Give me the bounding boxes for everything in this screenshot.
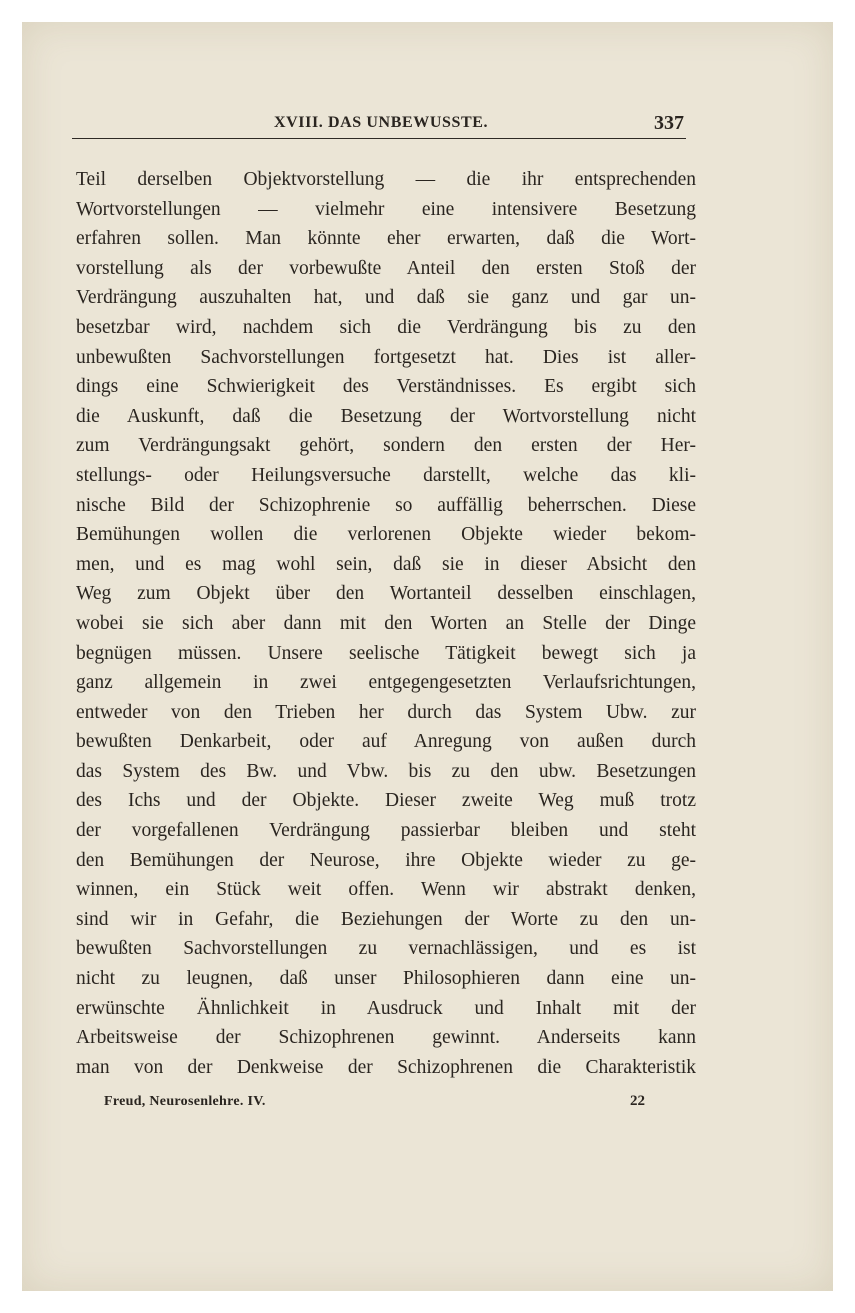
body-text xyxy=(76,165,696,1082)
text-line-1: Teil derselben Objektvorstellung — die ihr entsprechenden xyxy=(76,169,696,190)
footer-source: Freud, Neurosenlehre. IV. xyxy=(104,1094,266,1109)
text-line-14: men, und es mag wohl sein, daß sie in dieser Absicht den xyxy=(76,553,696,575)
text-line-4: vorstellung als der vorbewußte Anteil den ersten Stoß der xyxy=(76,257,696,279)
signature-mark: 22 xyxy=(630,1093,645,1109)
page-number: 337 xyxy=(654,112,684,134)
text-line-19: entweder von den Trieben her durch das System Ubw. zur xyxy=(76,701,696,723)
text-line-24: den Bemühungen der Neurose, ihre Objekte wieder zu ge- xyxy=(76,849,696,871)
text-line-31: man von der Denkweise der Schizophrenen die Charakteristik xyxy=(76,1056,696,1078)
text-line-15: Weg zum Objekt über den Wortanteil desselben einschlagen, xyxy=(76,583,696,605)
text-line-6: besetzbar wird, nachdem sich die Verdrängung bis zu den xyxy=(76,316,696,338)
text-line-5: Verdrängung auszuhalten hat, und daß sie ganz und gar un- xyxy=(76,287,696,309)
text-line-10: zum Verdrängungsakt gehört, sondern den ersten der Her- xyxy=(76,435,696,457)
text-line-16: wobei sie sich aber dann mit den Worten an Stelle der Dinge xyxy=(76,612,696,634)
text-line-22: des Ichs und der Objekte. Dieser zweite Weg muß trotz xyxy=(76,790,696,812)
text-line-7: unbewußten Sachvorstellungen fortgesetzt hat. Dies ist aller- xyxy=(76,346,696,368)
text-line-29: erwünschte Ähnlichkeit in Ausdruck und Inhalt mit der xyxy=(76,997,696,1019)
chapter-title: XVIII. DAS UNBEWUSSTE. xyxy=(274,114,489,131)
text-line-9: die Auskunft, daß die Besetzung der Wortvorstellung nicht xyxy=(76,405,696,427)
text-line-13: Bemühungen wollen die verlorenen Objekte wieder bekom- xyxy=(76,524,696,546)
text-line-27: bewußten Sachvorstellungen zu vernachlässigen, und es ist xyxy=(76,938,696,960)
text-line-28: nicht zu leugnen, daß unser Philosophieren dann eine un- xyxy=(76,968,696,990)
header-rule xyxy=(72,138,686,139)
text-line-20: bewußten Denkarbeit, oder auf Anregung von außen durch xyxy=(76,731,696,753)
text-line-8: dings eine Schwierigkeit des Verständnisses. Es ergibt sich xyxy=(76,376,696,398)
text-line-17: begnügen müssen. Unsere seelische Tätigkeit bewegt sich ja xyxy=(76,642,696,664)
running-head xyxy=(72,112,686,140)
text-line-23: der vorgefallenen Verdrängung passierbar bleiben und steht xyxy=(76,820,696,842)
text-line-12: nische Bild der Schizophrenie so auffällig beherrschen. Diese xyxy=(76,494,696,516)
text-line-3: erfahren sollen. Man könnte eher erwarten, daß die Wort- xyxy=(76,228,696,250)
text-line-11: stellungs- oder Heilungsversuche darstellt, welche das kli- xyxy=(76,464,696,486)
text-line-30: Arbeitsweise der Schizophrenen gewinnt. Anderseits kann xyxy=(76,1027,696,1049)
text-line-25: winnen, ein Stück weit offen. Wenn wir abstrakt denken, xyxy=(76,879,696,901)
text-line-18: ganz allgemein in zwei entgegengesetzten Verlaufsrichtungen, xyxy=(76,672,696,694)
text-line-2: Wortvorstellungen — vielmehr eine intensivere Besetzung xyxy=(76,198,696,220)
text-line-26: sind wir in Gefahr, die Beziehungen der Worte zu den un- xyxy=(76,908,696,930)
text-line-21: das System des Bw. und Vbw. bis zu den ubw. Besetzungen xyxy=(76,760,696,782)
